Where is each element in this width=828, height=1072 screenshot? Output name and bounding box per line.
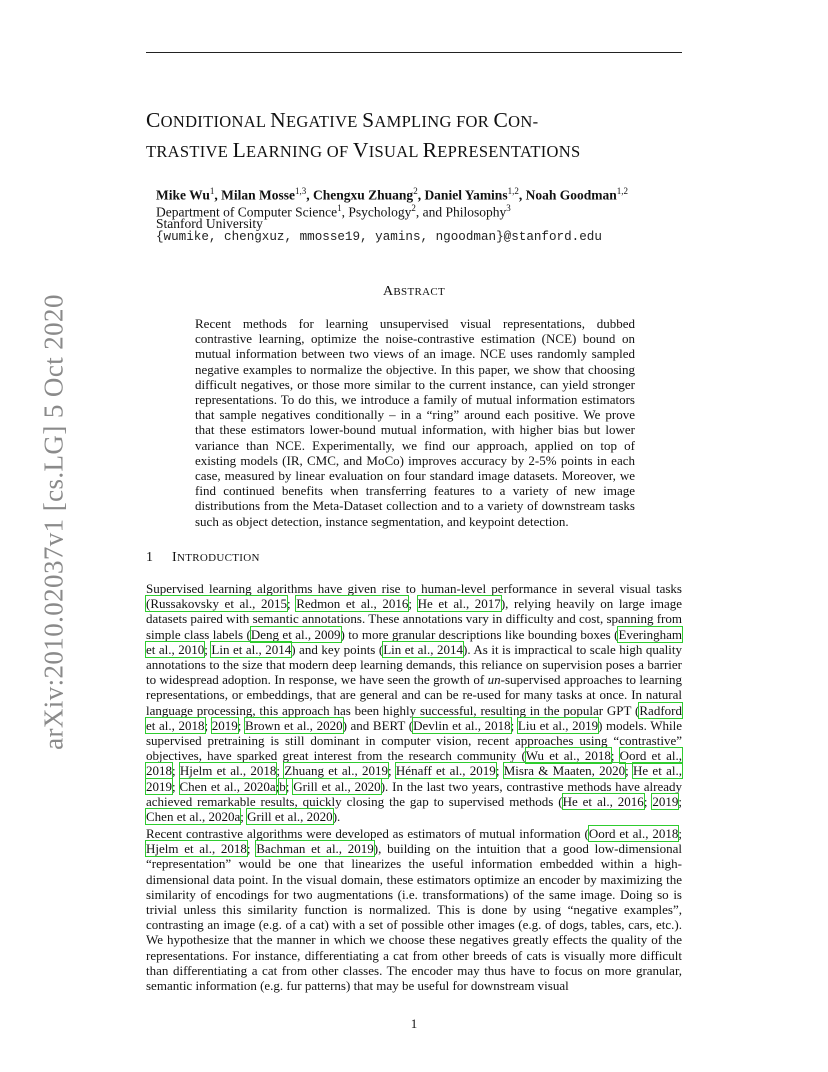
citation-link[interactable]: Hjelm et al., 2018 xyxy=(146,841,247,857)
author-name: Daniel Yamins xyxy=(424,187,508,203)
title-word: EPRESENTATIONS xyxy=(437,142,581,161)
author-name: Mike Wu xyxy=(156,187,210,203)
author-affiliation-mark: 1 xyxy=(209,186,215,196)
title-line-1 xyxy=(146,106,686,136)
citation-link[interactable]: Liu et al., 2019 xyxy=(517,717,599,733)
citation-link[interactable]: Chen et al., 2020a xyxy=(146,809,241,825)
title-word: ISUAL xyxy=(368,142,423,161)
citation-link[interactable]: Oord et al., 2018 xyxy=(146,748,682,779)
section-number: 1 xyxy=(146,550,154,565)
section-title-rest: NTRODUCTION xyxy=(176,552,260,564)
author-affiliation-mark: 1,2 xyxy=(616,186,628,196)
citation-link[interactable]: He et al., 2016 xyxy=(562,793,644,809)
citation-link[interactable]: Chen et al., 2020a xyxy=(179,778,276,794)
citation-link[interactable]: Deng et al., 2009 xyxy=(250,626,341,642)
citation-link[interactable]: Hjelm et al., 2018 xyxy=(179,763,277,779)
affiliation-mark: 2 xyxy=(411,203,416,213)
title-initial: L xyxy=(232,138,247,162)
citation-link[interactable]: Lin et al., 2014 xyxy=(383,641,464,657)
title-word: ON- xyxy=(508,112,539,131)
citation-link[interactable]: Devlin et al., 2018 xyxy=(413,717,511,733)
title-word: TRASTIVE xyxy=(146,142,233,161)
author-affiliation-mark: 2 xyxy=(413,186,418,196)
citation-link[interactable]: Oord et al., 2018 xyxy=(588,826,679,841)
affiliation-mark: 1 xyxy=(337,203,342,213)
abstract-heading-initial: A xyxy=(382,284,394,299)
citation-link[interactable]: Everingham et al., 2010 xyxy=(146,626,682,657)
citation-link[interactable]: 2019 xyxy=(211,717,238,733)
title-word: EARNING OF xyxy=(246,142,353,161)
page-number: 1 xyxy=(410,1016,418,1031)
paper-title xyxy=(146,106,686,166)
citation-link[interactable]: Grill et al., 2020 xyxy=(293,778,381,794)
citation-link[interactable]: Wu et al., 2018 xyxy=(525,748,611,764)
affiliation-mark: 3 xyxy=(506,203,511,213)
title-initial: N xyxy=(270,108,286,132)
section-title-initial: I xyxy=(172,550,177,565)
intro-paragraph-2: Recent contrastive algorithms were developed as estimators of mutual information (Oord et al., 2018; Hjelm et al., 2018; Bachman et al., 2019), building on the intuition that a good low-dimensional “representation” would be one that linearizes the useful information embedded within a high-dimensional data point. In the visual domain, these estimators optimize an encoder by maximizing the similarity of encodings for two augmentations (i.e. transformations) of the same image. Doing so is trivial unless this similarity function is normalized. This is done by using “negative examples”, contrasting an image (e.g. of a cat) with a set of possible other images (e.g. of dogs, tables, cars, etc.). We hypothesize that the manner in which we choose these negatives greatly effects the quality of the representations. For instance, differentiating a cat from other breeds of cats is visually more difficult than differentiating a cat from other classes. The encoder may thus have to focus on more granular, semantic information (e.g. fur patterns) that may be useful for downstream visual xyxy=(146,826,683,994)
author-list: Mike Wu$^1$, Milan Mosse$^{1,3}$, Chengxu Zhuang$^2$, Daniel Yamins$^{1,2}$, Noah Goodman$^{1,2}$ xyxy=(156,186,628,203)
emphasis-text: un xyxy=(487,672,501,688)
citation-link[interactable]: Bachman et al., 2019 xyxy=(256,841,374,857)
citation-link[interactable]: 2019 xyxy=(652,793,679,809)
affiliation-name: , Psychology xyxy=(341,204,412,220)
citation-link[interactable]: He et al., 2017 xyxy=(417,596,501,612)
title-word: ONDITIONAL xyxy=(160,112,271,131)
citation-link[interactable]: Lin et al., 2014 xyxy=(211,641,292,657)
citation-link[interactable]: Redmon et al., 2016 xyxy=(296,596,409,612)
title-initial: C xyxy=(493,108,509,132)
author-name: Chengxu Zhuang xyxy=(313,187,414,203)
citation-link[interactable]: b xyxy=(279,778,286,794)
title-line-2 xyxy=(146,136,686,166)
abstract-heading-rest: BSTRACT xyxy=(393,286,446,298)
title-word: AMPLING FOR xyxy=(374,112,494,131)
author-emails[interactable]: {wumike, chengxuz, mmosse19, yamins, ngoodman}@stanford.edu xyxy=(156,230,602,244)
citation-link[interactable]: Zhuang et al., 2019 xyxy=(284,763,389,779)
top-rule xyxy=(146,52,682,53)
affiliation-name: Department of Computer Science xyxy=(156,204,338,220)
title-initial: S xyxy=(362,108,375,132)
affiliation-university: Stanford University xyxy=(156,216,263,231)
intro-paragraph-1: Supervised learning algorithms have given rise to human-level performance in several visual tasks (Russakovsky et al., 2015; Redmon et al., 2016; He et al., 2017), relying heavily on large image datasets paired with semantic annotations. These annotations vary in difficulty and cost, spanning from simple class labels (Deng et al., 2009) to more granular descriptions like bounding boxes (Everingham et al., 2010; Lin et al., 2014) and key points (Lin et al., 2014). As it is impractical to scale high quality annotations to the size that modern deep learning demands, this reliance on supervision poses a barrier to widespread adoption. In response, we have seen the growth of un-supervised approaches to learning representations, or embeddings, that are general and can be re-used for many tasks at once. In natural language processing, this approach has been highly successful, resulting in the popular GPT (Radford et al., 2018; 2019; Brown et al., 2020) and BERT (Devlin et al., 2018; Liu et al., 2019) models. While supervised pretraining is still dominant in computer vision, recent approaches using “contrastive” objectives, have sparked great interest from the research community (Wu et al., 2018; Oord et al., 2018; Hjelm et al., 2018; Zhuang et al., 2019; Hénaff et al., 2019; Misra & Maaten, 2020; He et al., 2019; Chen et al., 2020a;b; Grill et al., 2020). In the last two years, contrastive methods have already achieved remarkable results, quickly closing the gap to supervised methods (He et al., 2016; 2019; Chen et al., 2020a; Grill et al., 2020). xyxy=(146,581,683,825)
title-initial: R xyxy=(422,138,438,162)
citation-link[interactable]: Hénaff et al., 2019 xyxy=(395,763,496,779)
citation-link[interactable]: Brown et al., 2020 xyxy=(245,717,343,733)
author-affiliation-mark: 1,3 xyxy=(295,186,307,196)
citation-link[interactable]: (Russakovsky et al., 2015 xyxy=(146,596,288,612)
title-initial: C xyxy=(146,108,161,132)
author-affiliation-mark: 1,2 xyxy=(507,186,519,196)
citation-link[interactable]: He et al., 2019 xyxy=(146,763,682,794)
abstract-text: Recent methods for learning unsupervised visual representations, dubbed contrastive learning, optimize the noise-contrastive estimation (NCE) bound on mutual information between two views of an image. NCE uses randomly sampled negative examples to normalize the objective. In this paper, we show that choosing difficult negatives, or those more similar to the current instance, can yield stronger representations. To do this, we introduce a family of mutual information estimators that sample negatives conditionally – in a “ring” around each positive. We prove that these estimators lower-bound mutual information, with higher bias but lower variance than NCE. Experimentally, we find our approach, applied on top of existing models (IR, CMC, and MoCo) improves accuracy by 2-5% points in each case, measured by linear evaluation on four standard image datasets. Moreover, we find continued benefits when transferring features to a variety of new image distributions from the Meta-Dataset collection and to a variety of downstream tasks such as object detection, instance segmentation, and keypoint detection. xyxy=(195,316,635,529)
title-initial: V xyxy=(352,138,369,162)
abstract-heading xyxy=(0,284,828,300)
citation-link[interactable]: Misra & Maaten, 2020 xyxy=(503,763,626,779)
title-word: EGATIVE xyxy=(285,112,363,131)
arxiv-stamp: arXiv:2010.02037v1 [cs.LG] 5 Oct 2020 xyxy=(38,294,69,750)
author-name: Noah Goodman xyxy=(525,187,617,203)
author-name: Milan Mosse xyxy=(221,187,296,203)
citation-link[interactable]: Grill et al., 2020 xyxy=(247,809,333,825)
section-heading-introduction xyxy=(146,550,260,566)
citation-link[interactable]: Radford et al., 2018 xyxy=(146,702,682,733)
affiliation-name: , and Philosophy xyxy=(415,204,507,220)
